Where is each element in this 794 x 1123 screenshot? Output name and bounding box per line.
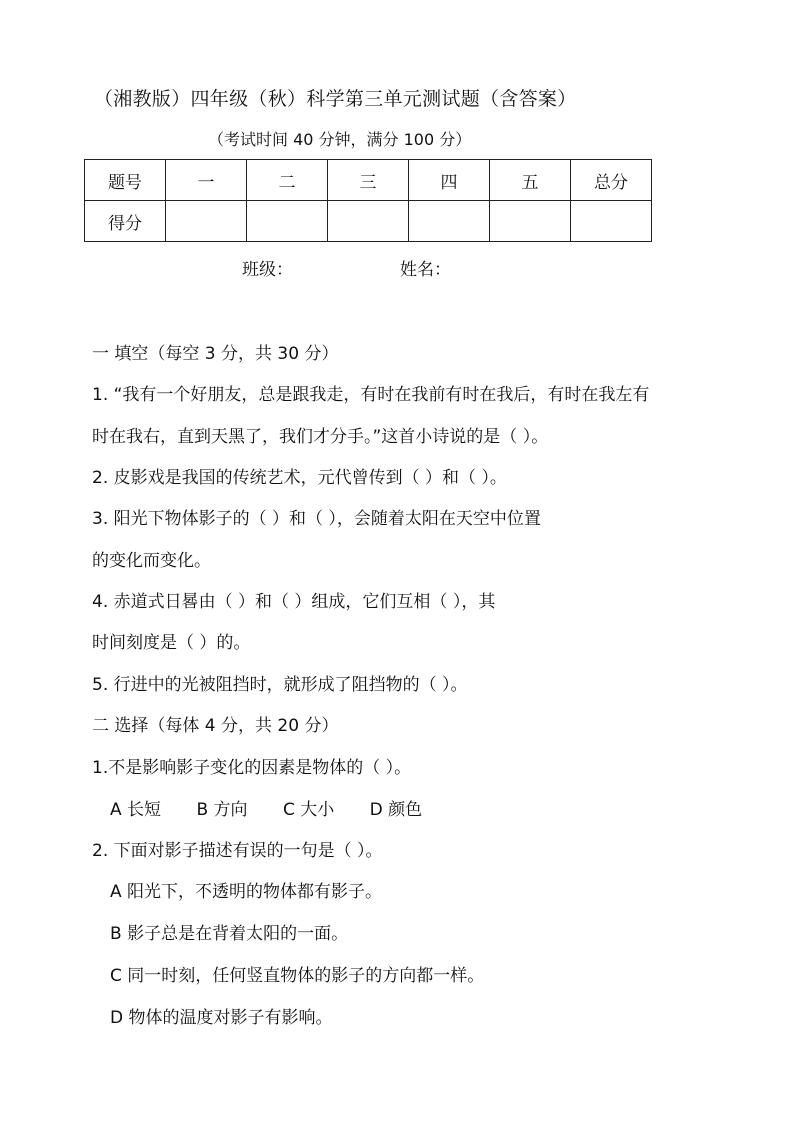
score-input-cell[interactable]: [247, 201, 328, 242]
options-row: [110, 795, 452, 820]
option-d: D 物体的温度对影子有影响。: [110, 1008, 333, 1028]
page-title: （湘教版）四年级（秋）科学第三单元测试题（含答案）: [94, 88, 577, 110]
score-input-cell[interactable]: [571, 201, 652, 242]
table-cell: 题号: [85, 160, 166, 201]
score-table-score-row: [85, 201, 652, 242]
exam-info-subtitle: （考试时间 40 分钟，满分 100 分）: [208, 130, 472, 149]
table-cell: 得分: [85, 201, 166, 242]
table-cell: 二: [247, 160, 328, 201]
question-text: 2. 下面对影子描述有误的一句是（ ）。: [92, 841, 383, 861]
option-b: B 影子总是在背着太阳的一面。: [110, 924, 349, 944]
question-text: 2. 皮影戏是我国的传统艺术，元代曾传到（ ）和（ ）。: [92, 468, 507, 488]
question-text: 1.不是影响影子变化的因素是物体的（ ）。: [92, 758, 412, 778]
option-d: D 颜色: [369, 800, 423, 820]
score-table: [84, 159, 652, 242]
option-c: C 同一时刻，任何竖直物体的影子的方向都一样。: [110, 966, 485, 986]
question-text: 1. “我有一个好朋友，总是跟我走，有时在我前有时在我后，有时在我左有: [92, 385, 650, 405]
question-text: 3. 阳光下物体影子的（ ）和（ ），会随着太阳在天空中位置: [92, 509, 541, 529]
table-cell: 四: [409, 160, 490, 201]
question-text: 时在我右，直到天黑了，我们才分手。”这首小诗说的是（ ）。: [92, 427, 549, 447]
class-label: 班级：: [242, 260, 293, 280]
table-cell: 总分: [571, 160, 652, 201]
score-input-cell[interactable]: [409, 201, 490, 242]
section1-heading: 一 填空（每空 3 分，共 30 分）: [92, 344, 339, 364]
score-table-header-row: [85, 160, 652, 201]
table-cell: 三: [328, 160, 409, 201]
question-text: 的变化而变化。: [92, 551, 211, 571]
question-text: 5. 行进中的光被阻挡时，就形成了阻挡物的（ ）。: [92, 675, 468, 695]
score-input-cell[interactable]: [166, 201, 247, 242]
option-a: A 长短: [110, 800, 162, 820]
name-label: 姓名：: [400, 260, 451, 280]
table-cell: 五: [490, 160, 571, 201]
question-text: 4. 赤道式日晷由（ ）和（ ）组成，它们互相（ ），其: [92, 592, 496, 612]
question-text: 时间刻度是（ ）的。: [92, 633, 251, 653]
table-cell: 一: [166, 160, 247, 201]
score-input-cell[interactable]: [328, 201, 409, 242]
option-b: B 方向: [196, 800, 248, 820]
section2-heading: 二 选择（每体 4 分，共 20 分）: [92, 716, 339, 736]
score-input-cell[interactable]: [490, 201, 571, 242]
option-a: A 阳光下，不透明的物体都有影子。: [110, 882, 383, 902]
option-c: C 大小: [282, 800, 335, 820]
